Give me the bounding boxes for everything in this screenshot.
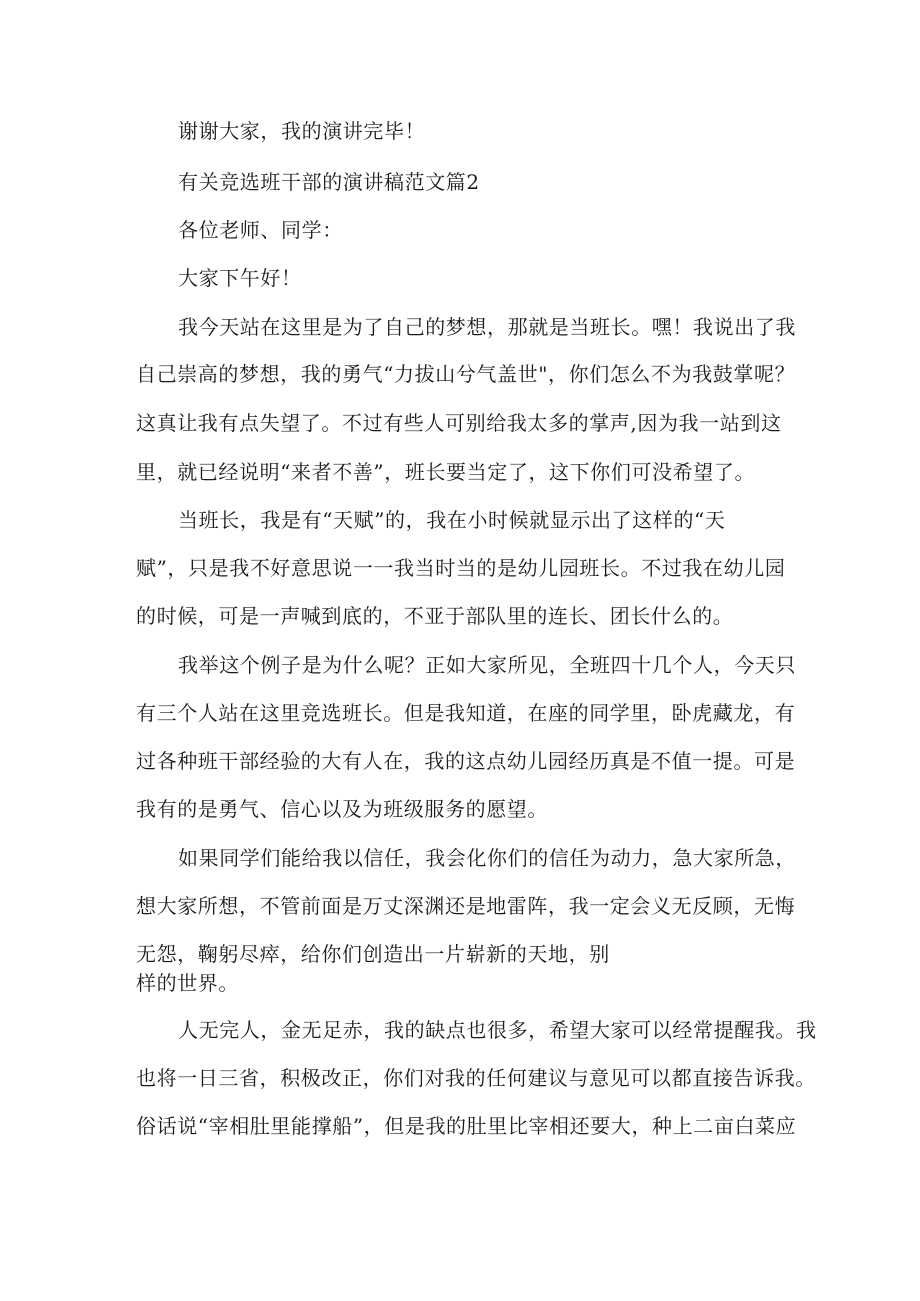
paragraph-line: 的时候，可是一声喊到底的，不亚于部队里的连长、团长什么的。 [136, 604, 734, 628]
paragraph-line: 无怨，鞠躬尽瘁，给你们创造出一片崭新的天地，别 [136, 942, 610, 966]
paragraph-line: 里，就已经说明“来者不善”，班长要当定了，这下你们可没希望了。 [136, 460, 756, 484]
section-heading: 有关竞选班干部的演讲稿范文篇2 [178, 170, 480, 194]
paragraph-line: 如果同学们能给我以信任，我会化你们的信任为动力，急大家所急， [178, 846, 796, 870]
paragraph-line: 俗话说“宰相肚里能撑船”，但是我的肚里比宰相还要大，种上二亩白菜应 [136, 1114, 797, 1138]
paragraph-line: 自己崇高的梦想，我的勇气“力拔山兮气盖世"，你们怎么不为我鼓掌呢？ [136, 362, 796, 386]
paragraph-line: 人无完人，金无足赤，我的缺点也很多，希望大家可以经常提醒我。我 [178, 1018, 817, 1042]
salutation: 各位老师、同学： [178, 218, 343, 242]
paragraph-line: 我有的是勇气、信心以及为班级服务的愿望。 [136, 797, 548, 821]
paragraph-line: 赋”，只是我不好意思说一一我当时当的是幼儿园班长。不过我在幼儿园 [136, 556, 786, 580]
paragraph-line: 想大家所想，不管前面是万丈深渊还是地雷阵，我一定会义无反顾，无悔 [136, 894, 796, 918]
paragraph-line: 我今天站在这里是为了自己的梦想，那就是当班长。嘿！我说出了我 [178, 315, 796, 339]
paragraph-line: 样的世界。 [136, 971, 239, 995]
closing-line: 谢谢大家，我的演讲完毕！ [178, 119, 426, 143]
paragraph-line: 也将一日三省，积极改正，你们对我的任何建议与意见可以都直接告诉我。 [136, 1066, 816, 1090]
paragraph-line: 有三个人站在这里竞选班长。但是我知道，在座的同学里，卧虎藏龙，有 [136, 701, 796, 725]
greeting: 大家下午好！ [178, 266, 302, 290]
paragraph-line: 我举这个例子是为什么呢？正如大家所见，全班四十几个人，今天只 [178, 653, 796, 677]
paragraph-line: 这真让我有点失望了。不过有些人可别给我太多的掌声,因为我一站到这 [136, 411, 782, 435]
paragraph-line: 当班长，我是有“天赋”的，我在小时候就显示出了这样的“天 [178, 508, 726, 532]
paragraph-line: 过各种班干部经验的大有人在，我的这点幼儿园经历真是不值一提。可是 [136, 749, 796, 773]
